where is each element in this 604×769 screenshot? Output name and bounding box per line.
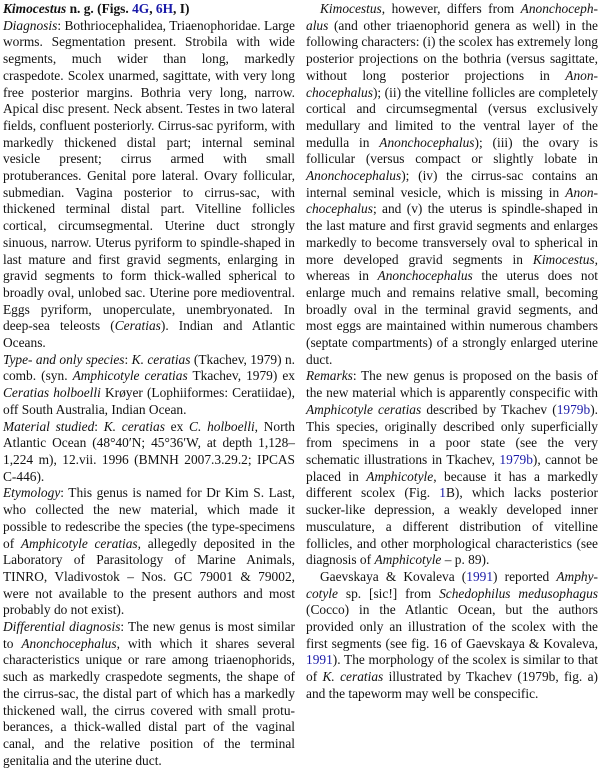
genus-name: Anonchocephalus <box>306 184 598 217</box>
text: ); (ii) the vitelline follicles are completely cortical and circumsegmental (versus exclusively medullary and limited to the ventral layer of the medulla in <box>306 84 598 150</box>
genus-name: Anonchocephalus <box>306 67 598 100</box>
species-name: Amphicotyle ceratias <box>306 401 422 417</box>
genus-name: Anonchocephalus <box>306 1 598 33</box>
heading-sep: , <box>149 1 156 16</box>
citation-link-tkachev-1979b[interactable]: 1979b <box>499 451 533 467</box>
text: (and other triaenophorid genera as well) in the following characters: (i) the scolex has extremely long posterior projections on the bothria (versus sagittate, without long posterior projections in <box>306 17 598 83</box>
species-name: Schedophilus medusophagus <box>439 585 598 601</box>
genus-name: Amphycotyle <box>306 568 598 601</box>
genus-name: Anonchocephalus <box>306 168 402 184</box>
text: Gaevskaya & Kovaleva ( <box>320 568 467 584</box>
text: ). The morphology of the scolex is similar to that of <box>306 652 598 685</box>
text: ); (iv) the cirrus-sac contains an internal seminal vesicle, which is missing in <box>306 168 598 200</box>
genus-name: Kimocestus <box>532 251 595 267</box>
type-species-paragraph <box>3 352 295 419</box>
genus-name: Amphicotyle <box>366 468 434 484</box>
genus-name: Amphicotyle <box>374 552 442 568</box>
diagnosis-label: Diagnosis <box>3 17 58 33</box>
figure-link-4g[interactable]: 4G <box>132 1 150 16</box>
differential-diagnosis-label: Differential diagnosis <box>3 619 121 635</box>
left-column <box>3 1 295 769</box>
text: , with which it shares several characteristics unique or rare among triaenophorids, such as markedly craspedote segments, the shape of the cirrus-sac, the distal part of which has a markedly thickened wall, the cirrus covered with small protuberances, a thick-walled distal part of the vaginal canal, and the relative position of the terminal genitalia and the uterine duct. <box>3 635 296 768</box>
text: ) reported <box>493 568 557 584</box>
text: the uterus does not enlarge much and remains relative small, becoming broadly oval in the terminal gravid segments, and most eggs are maintained within numerous chambers (septate compartments) of a strongly enlarged uterine duct. <box>306 268 598 367</box>
citation-link-gaevskaya-1991[interactable]: 1991 <box>306 652 333 668</box>
heading-text: n. g. (Figs. <box>66 1 133 16</box>
gaevskaya-paragraph <box>306 569 598 703</box>
text: : <box>124 351 132 367</box>
citation-link-gaevskaya-1991[interactable]: 1991 <box>466 568 494 584</box>
text: (Cocco) in the Atlantic Ocean, but the authors provided only an illustration of the scolex with the first segments (see fig. 16 of Gaevskaya & Kovaleva, <box>306 602 598 651</box>
figure-link-1[interactable]: 1 <box>439 485 446 501</box>
etymology-label: Etymology <box>3 485 61 501</box>
text: (Tkachev, 1979) n. comb. (syn. <box>3 351 295 384</box>
diagnosis-text: : Bothriocephalidea, Triaenophoridae. Large worms. Segmentation present. Strobila with wide segments, much wider than long, markedly craspedote. Scolex unarmed, sagittate, with very long free posterior margins. Bothria very long, narrow. Apical disc present. Neck absent. Testes in two lateral fields, confluent posteriorly. Cirrus-sac pyriform, with markedly thickened distal part; internal seminal vesicle present; cirrus armed with small protuberances. Genital pore lateral. Ovary follicular, submedian. Vagina posterior to cirrus-sac, with thickened terminal distal part. Vitelline follicles cortical, circumsegmental. Uterine duct strongly sinuous, narrow. Uterus pyriform to spindle-shaped in last mature and first gravid segments, enlarging in gravid segments to form thick-walled spherical to broadly oval, unlobed sac. Uterine pore medioventral. Eggs pyriform, unoperculate, unembryonated. In deep-sea teleosts ( <box>3 17 295 334</box>
differential-diagnosis-paragraph <box>3 619 295 769</box>
text: : The new genus is proposed on the basis of the new material which is apparently conspecific with <box>306 368 598 401</box>
text: : <box>94 418 104 434</box>
figure-link-6h[interactable]: 6H <box>155 1 174 16</box>
synonym-name: Amphicotyle ceratias <box>72 368 188 384</box>
text: , whereas in <box>306 251 598 284</box>
citation-link-tkachev-1979b[interactable]: 1979b <box>556 401 591 417</box>
text: : The new genus is most similar to <box>3 619 295 651</box>
comparison-paragraph <box>306 1 598 368</box>
genus-name: Kimocestus <box>320 1 382 16</box>
host-name: C. holboelli <box>189 418 255 434</box>
text: B), which lacks posterior sucker-like depression, a weakly developed inner musculature, a different distribution of vitelline follicles, and other morphological characteristics (see diagnosis of <box>306 485 599 568</box>
diagnosis-paragraph <box>3 18 295 352</box>
species-name: K. ceratias <box>103 418 165 434</box>
text: , North Atlantic Ocean (48°40′N; 45°36′W, at depth 1,128–1,224 m), 12.vii. 1996 (BMNH 2007.3.29.2; IPCAS C-446). <box>3 418 295 484</box>
text: described by Tkachev ( <box>421 401 557 417</box>
text: sp. [sic!] from <box>337 585 440 601</box>
genus-name: Anonchocephalus <box>377 268 473 284</box>
text: ); (iii) the ovary is follicular (versus compact or slightly lobate in <box>306 134 598 167</box>
text: – p. 89). <box>441 552 490 568</box>
host-name: Ceratias <box>114 318 161 334</box>
text: Tkachev, 1979) ex <box>187 368 295 384</box>
text: ex <box>164 418 190 434</box>
material-studied-label: Material studied <box>3 418 95 434</box>
etymology-paragraph <box>3 485 295 619</box>
text: , because it has a markedly different scolex (Fig. <box>306 468 598 501</box>
text: , allegedly deposited in the Laboratory of Parasitology of Marine Animals, TINRO, Vladivostok – Nos. GC 79001 & 79002, were not available to the present authors and most probably do not exist). <box>3 535 295 618</box>
genus-name: Kimocestus <box>3 1 67 16</box>
genus-name: Anonchocephalus <box>21 635 117 651</box>
type-species-label: Type- and only species <box>3 351 125 367</box>
text: ), cannot be placed in <box>306 451 598 484</box>
host-name: Ceratias holboelli <box>3 385 101 401</box>
text: illustrated by Tkachev (1979b, fig. a) and the tapeworm may well be conspecific. <box>306 669 598 701</box>
diagnosis-text-end: ). Indian and Atlantic Oceans. <box>3 318 295 351</box>
text: ). This species, originally described only superficially from specimens in a poor state (see the very schematic illustrations in Tkachev, <box>306 401 599 467</box>
remarks-paragraph <box>306 368 598 568</box>
species-name: K. ceratias <box>131 351 191 367</box>
remarks-label: Remarks <box>306 368 353 384</box>
right-column <box>306 1 598 703</box>
heading-end: , I) <box>173 1 190 16</box>
material-studied-paragraph <box>3 419 295 486</box>
text: : This genus is named for Dr Kim S. Last, who collected the new material, which made it possible to redescribe the species (the type-specimens of <box>3 485 295 551</box>
text: Krøyer (Lophiiformes: Ceratiidae), off South Australia, Indian Ocean. <box>3 385 295 417</box>
text: , however, differs from <box>381 1 521 16</box>
species-name: Amphicotyle ceratias <box>20 535 138 551</box>
text: ; and (v) the uterus is spindle-shaped in the last mature and first gravid segments and enlarges markedly to become transversely oval to spherical in more developed gravid segments in <box>306 201 598 267</box>
genus-heading <box>3 1 295 18</box>
species-name: K. ceratias <box>322 669 384 685</box>
genus-name: Anonchocephalus <box>379 134 475 150</box>
